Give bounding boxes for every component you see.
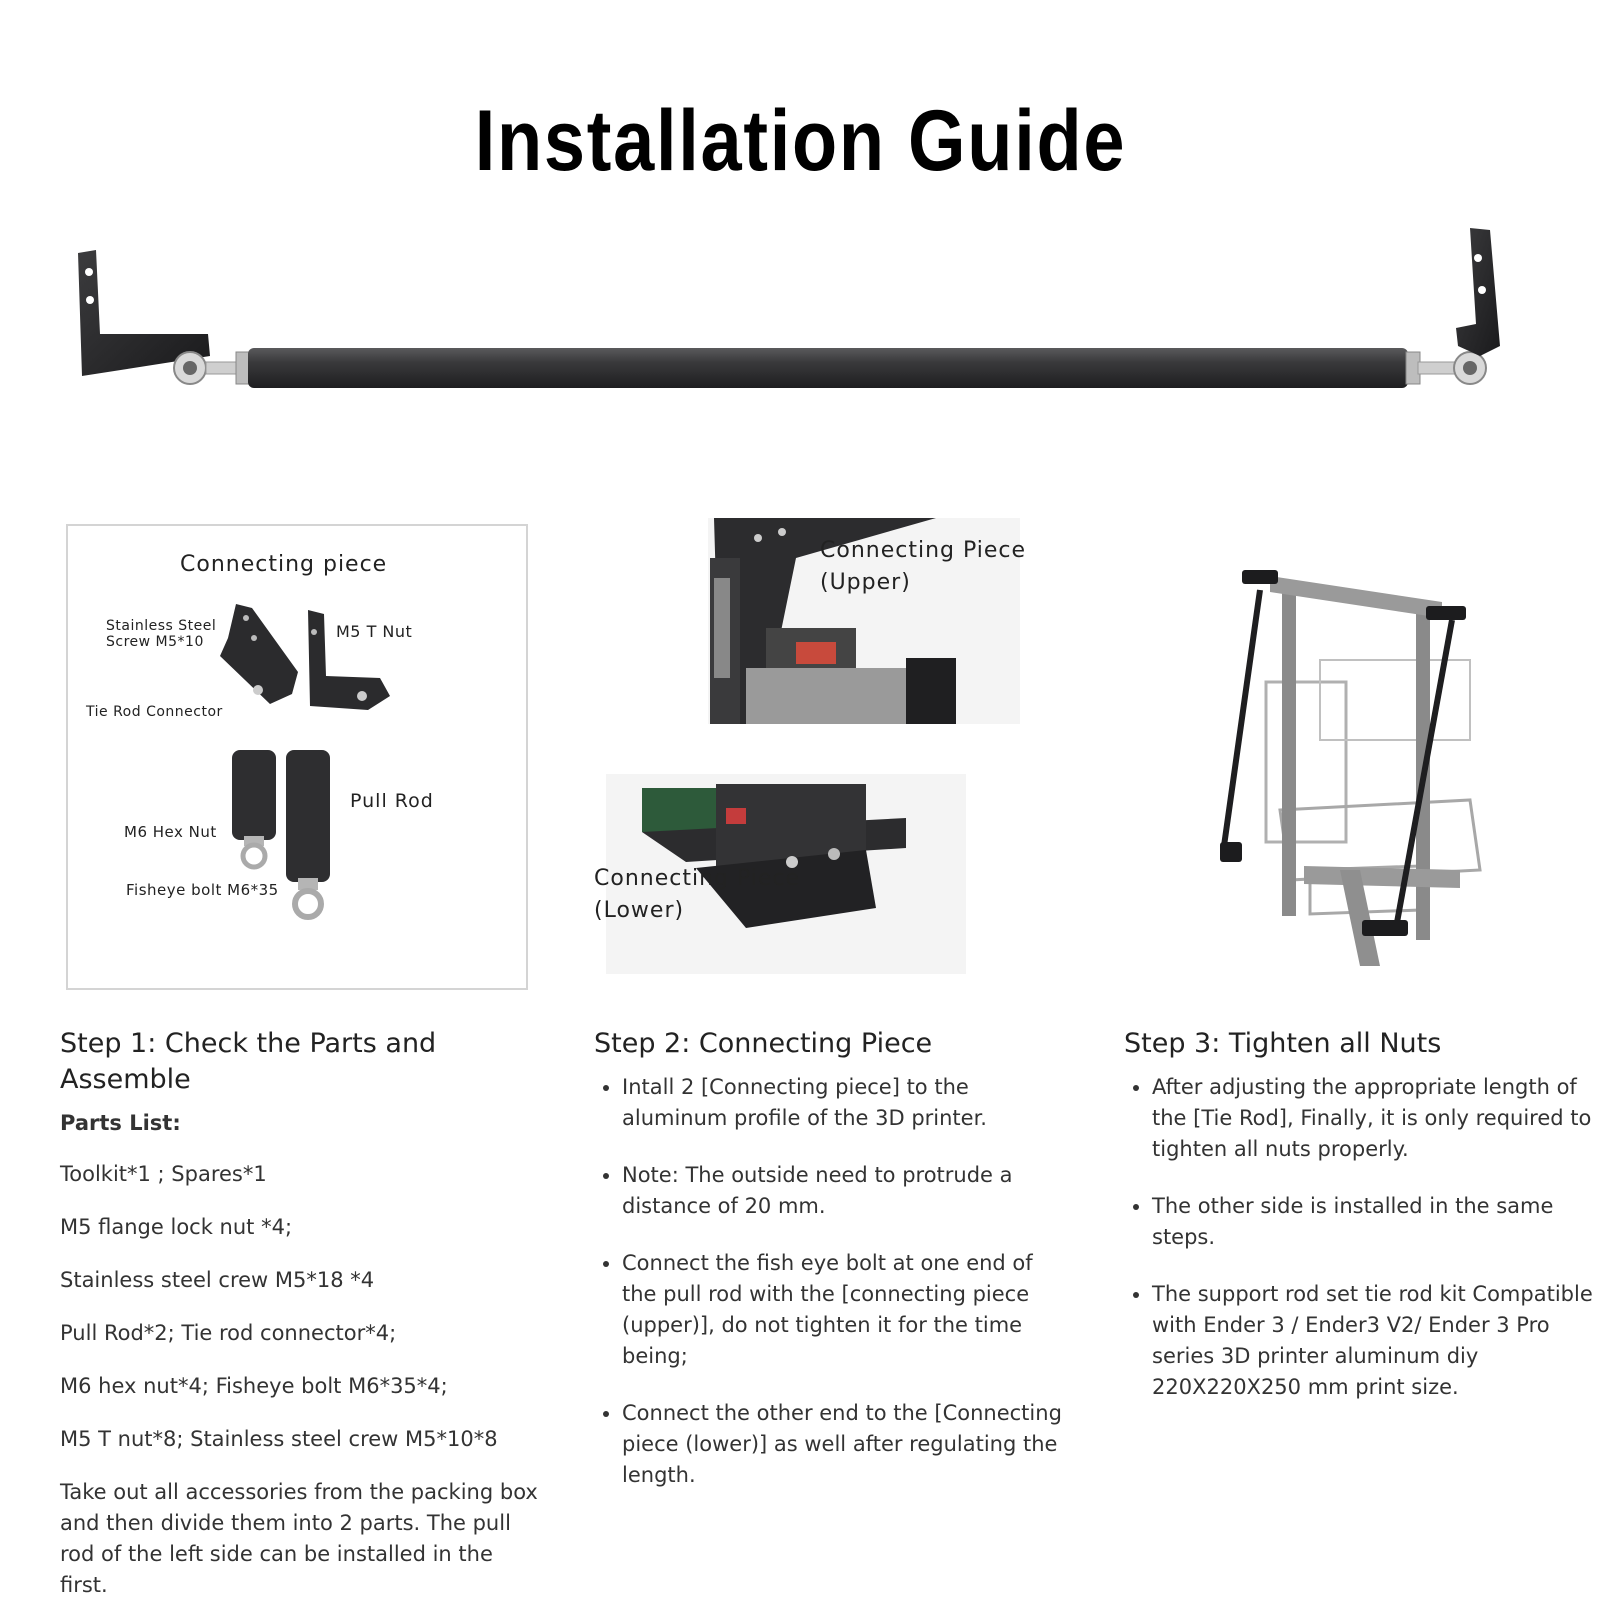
- step2-bullet: • Connect the fish eye bolt at one end of the pull rod with the [connecting piece (upper)], do not tighten it for the time being;: [622, 1248, 1064, 1372]
- pull-rod-label: Pull Rod: [350, 790, 434, 812]
- upper-label-line1: Connecting Piece: [820, 538, 1027, 563]
- parts-item: M5 flange lock nut *4;: [60, 1215, 293, 1239]
- step2-list: [594, 1072, 1064, 1491]
- step2-bullet: • Intall 2 [Connecting piece] to the aluminum profile of the 3D printer.: [622, 1072, 1064, 1134]
- page-title: Installation Guide: [474, 93, 1127, 189]
- parts-item: Pull Rod*2; Tie rod connector*4;: [60, 1321, 397, 1345]
- upper-label-line2: (Upper): [820, 570, 911, 595]
- step2-bullet: • Connect the other end to the [Connecting piece (lower)] as well after regulating the length.: [622, 1398, 1064, 1491]
- connecting-pieces-panel: [594, 518, 1038, 980]
- step3-column: [1124, 1026, 1594, 1429]
- parts-list-title: Parts List:: [60, 1111, 181, 1135]
- parts-drawing: [68, 526, 526, 988]
- parts-item: Stainless steel crew M5*18 *4: [60, 1268, 375, 1292]
- step2-heading: Step 2: Connecting Piece: [594, 1028, 933, 1059]
- step1-column: [60, 1026, 540, 1623]
- parts-panel: [66, 524, 528, 990]
- step3-list: [1124, 1072, 1594, 1403]
- printer-frame-illustration: [1220, 570, 1520, 980]
- step3-heading: Step 3: Tighten all Nuts: [1124, 1028, 1442, 1059]
- step1-heading: Step 1: Check the Parts and Assemble: [60, 1028, 437, 1095]
- connecting-piece-heading: Connecting piece: [180, 552, 388, 577]
- step2-column: [594, 1026, 1064, 1517]
- hex-nut-label: M6 Hex Nut: [124, 823, 217, 841]
- screw-label: Stainless Steel Screw M5*10: [106, 618, 217, 650]
- step1-note: Take out all accessories from the packing box and then divide them into 2 parts. The pull rod of the left side can be installed in the first.: [60, 1480, 538, 1597]
- lower-label-line2: (Lower): [594, 898, 685, 923]
- tie-rod-illustration: [60, 228, 1540, 418]
- step3-bullet: • After adjusting the appropriate length of the [Tie Rod], Finally, it is only required to tighten all nuts properly.: [1152, 1072, 1594, 1165]
- parts-item: Toolkit*1 ; Spares*1: [60, 1162, 267, 1186]
- fisheye-bolt-label: Fisheye bolt M6*35: [126, 881, 279, 899]
- step3-bullet: • The support rod set tie rod kit Compatible with Ender 3 / Ender3 V2/ Ender 3 Pro series 3D printer aluminum diy 220X220X250 mm print size.: [1152, 1279, 1594, 1403]
- parts-item: M6 hex nut*4; Fisheye bolt M6*35*4;: [60, 1374, 448, 1398]
- lower-label-line1: Connecting Piece: [594, 866, 801, 891]
- step3-bullet: • The other side is installed in the same steps.: [1152, 1191, 1594, 1253]
- parts-item: M5 T nut*8; Stainless steel crew M5*10*8: [60, 1427, 498, 1451]
- t-nut-label: M5 T Nut: [336, 622, 413, 641]
- step2-bullet: • Note: The outside need to protrude a distance of 20 mm.: [622, 1160, 1064, 1222]
- tie-rod-connector-label: Tie Rod Connector: [86, 704, 223, 720]
